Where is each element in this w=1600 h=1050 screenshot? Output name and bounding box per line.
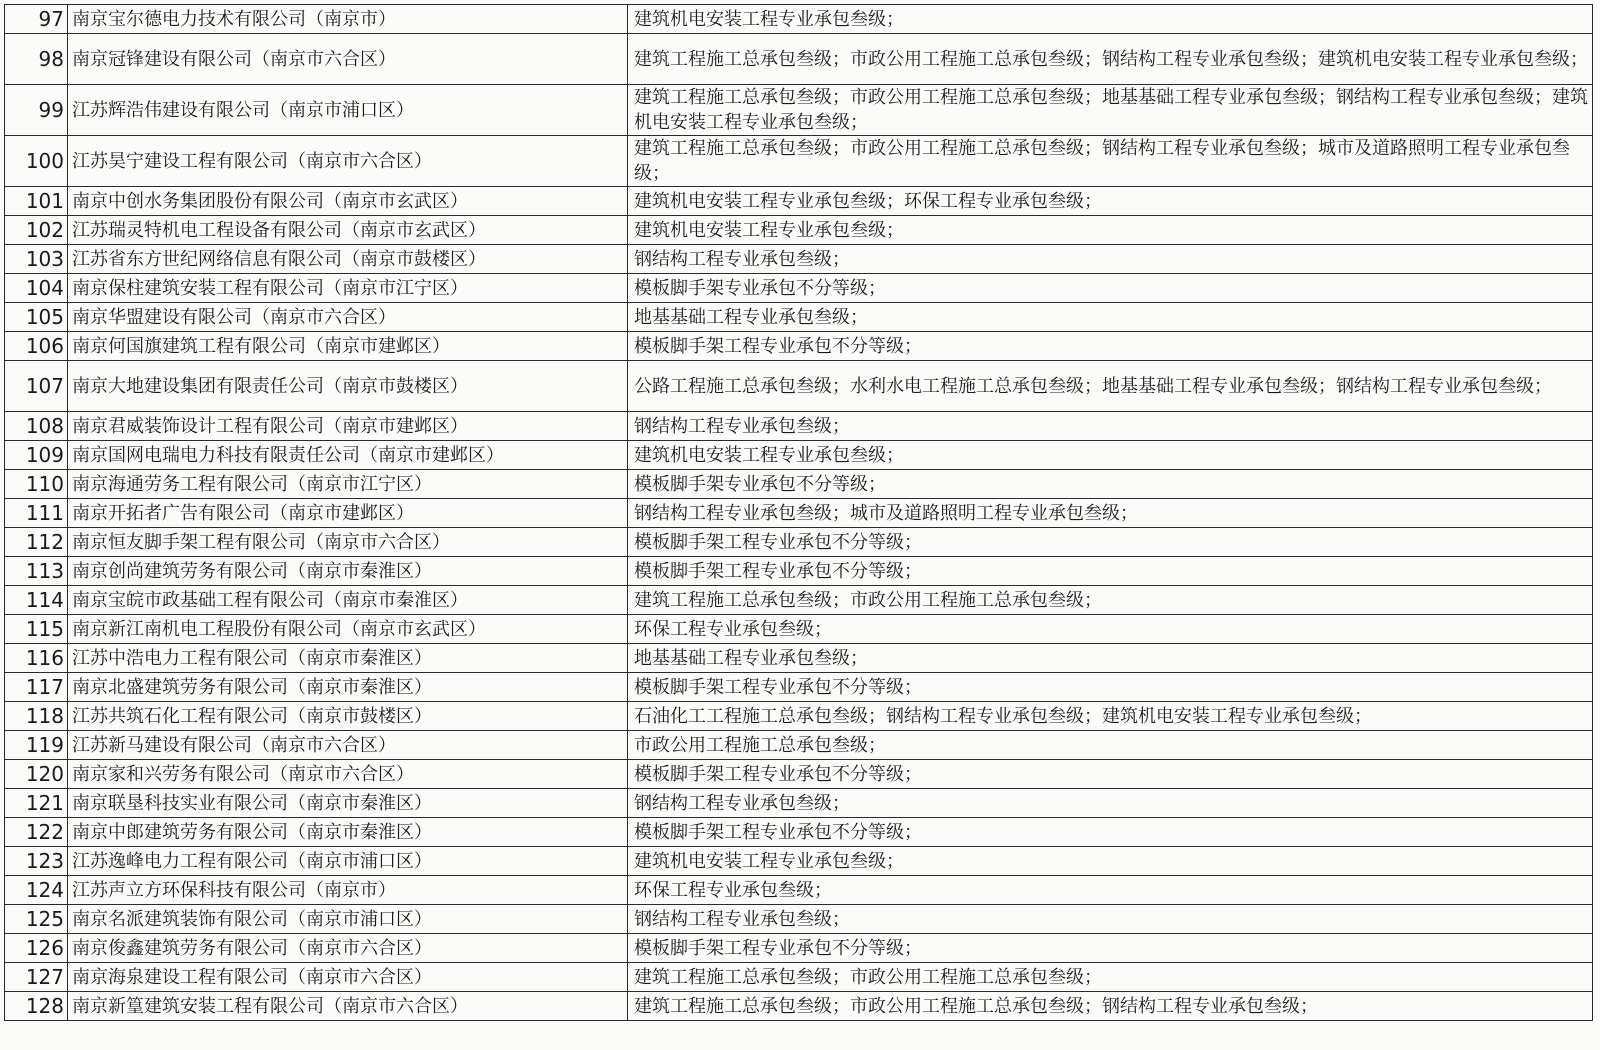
qualification-text: 模板脚手架工程专业承包不分等级； — [628, 528, 1593, 557]
row-number: 116 — [5, 644, 68, 673]
qualification-text: 公路工程施工总承包叁级；水利水电工程施工总承包叁级；地基基础工程专业承包叁级；钢结构工程专业承包叁级； — [628, 361, 1593, 412]
table-row — [5, 586, 1593, 615]
company-name: 南京创尚建筑劳务有限公司（南京市秦淮区） — [68, 557, 628, 586]
table-body — [5, 5, 1593, 1021]
qualification-text: 建筑工程施工总承包叁级；市政公用工程施工总承包叁级； — [628, 586, 1593, 615]
company-name: 南京何国旗建筑工程有限公司（南京市建邺区） — [68, 332, 628, 361]
table-row — [5, 274, 1593, 303]
company-name: 江苏逸峰电力工程有限公司（南京市浦口区） — [68, 847, 628, 876]
qualification-text: 石油化工工程施工总承包叁级；钢结构工程专业承包叁级；建筑机电安装工程专业承包叁级； — [628, 702, 1593, 731]
row-number: 109 — [5, 441, 68, 470]
qualification-text: 建筑工程施工总承包叁级；市政公用工程施工总承包叁级； — [628, 963, 1593, 992]
qualification-text: 模板脚手架工程专业承包不分等级； — [628, 934, 1593, 963]
table-row — [5, 332, 1593, 361]
row-number: 97 — [5, 5, 68, 34]
company-name: 江苏共筑石化工程有限公司（南京市鼓楼区） — [68, 702, 628, 731]
qualification-text: 钢结构工程专业承包叁级； — [628, 245, 1593, 274]
row-number: 126 — [5, 934, 68, 963]
company-name: 南京开拓者广告有限公司（南京市建邺区） — [68, 499, 628, 528]
company-name: 江苏中浩电力工程有限公司（南京市秦淮区） — [68, 644, 628, 673]
company-name: 南京国网电瑞电力科技有限责任公司（南京市建邺区） — [68, 441, 628, 470]
row-number: 124 — [5, 876, 68, 905]
company-name: 南京名派建筑装饰有限公司（南京市浦口区） — [68, 905, 628, 934]
qualification-text: 模板脚手架专业承包不分等级； — [628, 470, 1593, 499]
table-row — [5, 557, 1593, 586]
row-number: 99 — [5, 85, 68, 136]
table-row — [5, 615, 1593, 644]
qualification-text: 环保工程专业承包叁级； — [628, 876, 1593, 905]
table-row — [5, 34, 1593, 85]
table-row — [5, 847, 1593, 876]
row-number: 125 — [5, 905, 68, 934]
row-number: 101 — [5, 187, 68, 216]
company-name: 江苏瑞灵特机电工程设备有限公司（南京市玄武区） — [68, 216, 628, 245]
table-row — [5, 876, 1593, 905]
company-name: 南京恒友脚手架工程有限公司（南京市六合区） — [68, 528, 628, 557]
company-name: 南京华盟建设有限公司（南京市六合区） — [68, 303, 628, 332]
row-number: 98 — [5, 34, 68, 85]
qualification-text: 模板脚手架工程专业承包不分等级； — [628, 818, 1593, 847]
company-name: 南京新篁建筑安装工程有限公司（南京市六合区） — [68, 992, 628, 1021]
table-row — [5, 303, 1593, 332]
row-number: 123 — [5, 847, 68, 876]
qualification-text: 模板脚手架工程专业承包不分等级； — [628, 332, 1593, 361]
qualification-text: 地基基础工程专业承包叁级； — [628, 644, 1593, 673]
qualification-text: 建筑工程施工总承包叁级；市政公用工程施工总承包叁级；钢结构工程专业承包叁级；城市及道路照明工程专业承包叁级； — [628, 136, 1593, 187]
company-name: 南京北盛建筑劳务有限公司（南京市秦淮区） — [68, 673, 628, 702]
company-name: 江苏辉浩伟建设有限公司（南京市浦口区） — [68, 85, 628, 136]
company-name: 南京宝皖市政基础工程有限公司（南京市秦淮区） — [68, 586, 628, 615]
table-row — [5, 789, 1593, 818]
company-name: 南京大地建设集团有限责任公司（南京市鼓楼区） — [68, 361, 628, 412]
table-row — [5, 136, 1593, 187]
company-name: 南京海泉建设工程有限公司（南京市六合区） — [68, 963, 628, 992]
qualification-text: 地基基础工程专业承包叁级； — [628, 303, 1593, 332]
table-row — [5, 905, 1593, 934]
company-name: 南京家和兴劳务有限公司（南京市六合区） — [68, 760, 628, 789]
qualification-text: 模板脚手架工程专业承包不分等级； — [628, 673, 1593, 702]
table-row — [5, 412, 1593, 441]
qualification-text: 模板脚手架专业承包不分等级； — [628, 274, 1593, 303]
table-row — [5, 963, 1593, 992]
row-number: 107 — [5, 361, 68, 412]
row-number: 103 — [5, 245, 68, 274]
row-number: 115 — [5, 615, 68, 644]
row-number: 111 — [5, 499, 68, 528]
row-number: 121 — [5, 789, 68, 818]
qualification-text: 建筑机电安装工程专业承包叁级； — [628, 216, 1593, 245]
row-number: 113 — [5, 557, 68, 586]
table-row — [5, 673, 1593, 702]
qualification-text: 钢结构工程专业承包叁级；城市及道路照明工程专业承包叁级； — [628, 499, 1593, 528]
qualification-text: 建筑机电安装工程专业承包叁级； — [628, 847, 1593, 876]
table-row — [5, 992, 1593, 1021]
qualification-text: 市政公用工程施工总承包叁级； — [628, 731, 1593, 760]
row-number: 118 — [5, 702, 68, 731]
table-row — [5, 760, 1593, 789]
row-number: 102 — [5, 216, 68, 245]
table-row — [5, 644, 1593, 673]
table-row — [5, 818, 1593, 847]
qualification-text: 钢结构工程专业承包叁级； — [628, 412, 1593, 441]
row-number: 106 — [5, 332, 68, 361]
qualification-text: 模板脚手架工程专业承包不分等级； — [628, 760, 1593, 789]
company-name: 南京联垦科技实业有限公司（南京市秦淮区） — [68, 789, 628, 818]
row-number: 120 — [5, 760, 68, 789]
table-row — [5, 731, 1593, 760]
qualification-text: 建筑机电安装工程专业承包叁级；环保工程专业承包叁级； — [628, 187, 1593, 216]
qualification-text: 钢结构工程专业承包叁级； — [628, 905, 1593, 934]
company-name: 江苏新马建设有限公司（南京市六合区） — [68, 731, 628, 760]
company-qualification-table — [4, 4, 1593, 1021]
table-row — [5, 470, 1593, 499]
qualification-text: 建筑工程施工总承包叁级；市政公用工程施工总承包叁级；钢结构工程专业承包叁级； — [628, 992, 1593, 1021]
qualification-text: 建筑机电安装工程专业承包叁级； — [628, 441, 1593, 470]
qualification-text: 建筑工程施工总承包叁级；市政公用工程施工总承包叁级；钢结构工程专业承包叁级；建筑机电安装工程专业承包叁级； — [628, 34, 1593, 85]
row-number: 114 — [5, 586, 68, 615]
table-row — [5, 361, 1593, 412]
company-name: 江苏昊宁建设工程有限公司（南京市六合区） — [68, 136, 628, 187]
qualification-text: 建筑机电安装工程专业承包叁级； — [628, 5, 1593, 34]
row-number: 112 — [5, 528, 68, 557]
table-row — [5, 499, 1593, 528]
company-name: 南京俊鑫建筑劳务有限公司（南京市六合区） — [68, 934, 628, 963]
table-row — [5, 528, 1593, 557]
company-name: 南京新江南机电工程股份有限公司（南京市玄武区） — [68, 615, 628, 644]
table-row — [5, 245, 1593, 274]
table-row — [5, 5, 1593, 34]
company-name: 南京保柱建筑安装工程有限公司（南京市江宁区） — [68, 274, 628, 303]
table-row — [5, 216, 1593, 245]
qualification-text: 模板脚手架工程专业承包不分等级； — [628, 557, 1593, 586]
company-name: 南京中郎建筑劳务有限公司（南京市秦淮区） — [68, 818, 628, 847]
row-number: 100 — [5, 136, 68, 187]
company-name: 南京中创水务集团股份有限公司（南京市玄武区） — [68, 187, 628, 216]
table-row — [5, 85, 1593, 136]
row-number: 105 — [5, 303, 68, 332]
table-row — [5, 934, 1593, 963]
row-number: 117 — [5, 673, 68, 702]
qualification-text: 环保工程专业承包叁级； — [628, 615, 1593, 644]
qualification-text: 建筑工程施工总承包叁级；市政公用工程施工总承包叁级；地基基础工程专业承包叁级；钢结构工程专业承包叁级；建筑机电安装工程专业承包叁级； — [628, 85, 1593, 136]
company-name: 南京海通劳务工程有限公司（南京市江宁区） — [68, 470, 628, 499]
qualification-text: 钢结构工程专业承包叁级； — [628, 789, 1593, 818]
table-row — [5, 702, 1593, 731]
table-row — [5, 187, 1593, 216]
row-number: 128 — [5, 992, 68, 1021]
row-number: 119 — [5, 731, 68, 760]
row-number: 127 — [5, 963, 68, 992]
company-name: 江苏声立方环保科技有限公司（南京市） — [68, 876, 628, 905]
row-number: 122 — [5, 818, 68, 847]
company-name: 南京宝尔德电力技术有限公司（南京市） — [68, 5, 628, 34]
row-number: 108 — [5, 412, 68, 441]
table-row — [5, 441, 1593, 470]
company-name: 南京君威装饰设计工程有限公司（南京市建邺区） — [68, 412, 628, 441]
row-number: 104 — [5, 274, 68, 303]
company-name: 江苏省东方世纪网络信息有限公司（南京市鼓楼区） — [68, 245, 628, 274]
row-number: 110 — [5, 470, 68, 499]
company-name: 南京冠锋建设有限公司（南京市六合区） — [68, 34, 628, 85]
